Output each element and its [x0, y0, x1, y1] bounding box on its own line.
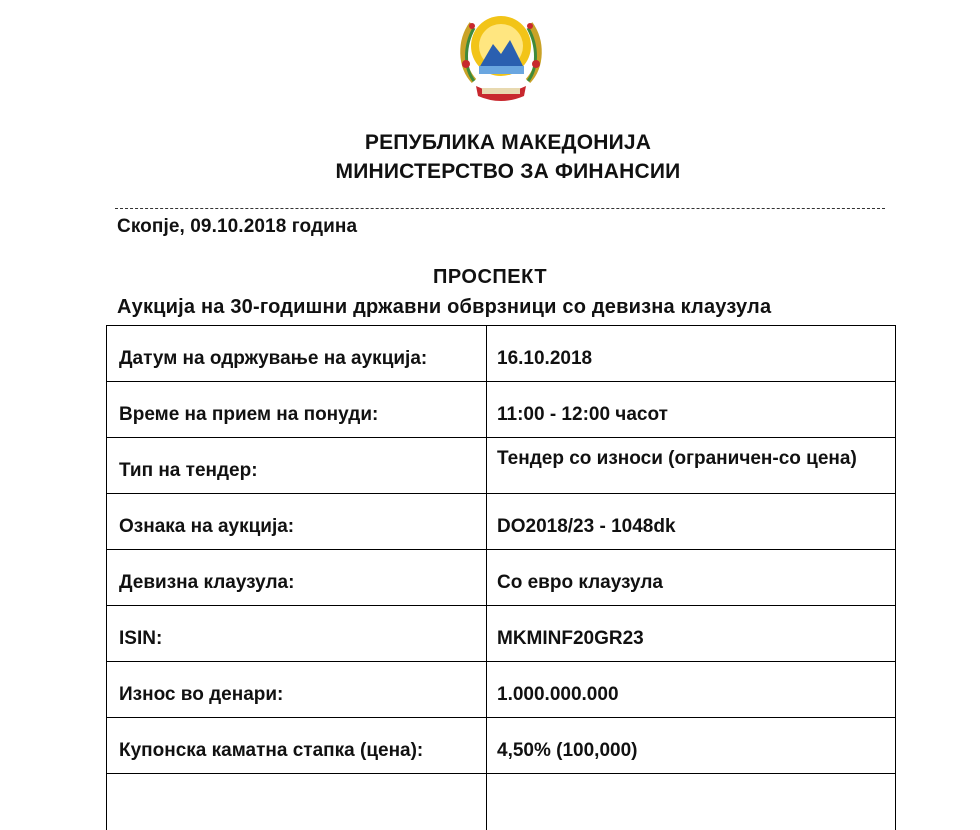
table-row [107, 662, 896, 718]
row-value: 4,50% (100,000) [487, 718, 896, 774]
ministry-title: МИНИСТЕРСТВО ЗА ФИНАНСИИ [335, 160, 681, 183]
table-row [107, 550, 896, 606]
document-subtitle: Аукција на 30-годишни државни обврзници со девизна клаузула [117, 296, 772, 318]
row-label [107, 774, 487, 830]
row-label: Износ во денари: [107, 662, 487, 718]
row-label: Ознака на аукција: [107, 494, 487, 550]
table-row [107, 774, 896, 830]
republic-title: РЕПУБЛИКА МАКЕДОНИЈА [364, 131, 652, 154]
row-label: ISIN: [107, 606, 487, 662]
row-value: DO2018/23 - 1048dk [487, 494, 896, 550]
table-row [107, 606, 896, 662]
row-value: MKMINF20GR23 [487, 606, 896, 662]
dashed-divider [115, 208, 885, 209]
row-label: Купонска каматна стапка (цена): [107, 718, 487, 774]
row-label: Датум на одржување на аукција: [107, 326, 487, 382]
place-date: Скопје, 09.10.2018 година [117, 216, 358, 237]
table-row [107, 438, 896, 494]
row-value: 1.000.000.000 [487, 662, 896, 718]
row-value [487, 774, 896, 830]
table-row [107, 718, 896, 774]
row-value: 11:00 - 12:00 часот [487, 382, 896, 438]
document-title: ПРОСПЕКТ [432, 266, 548, 288]
table-row [107, 326, 896, 382]
table-row [107, 382, 896, 438]
coat-of-arms-icon [452, 6, 550, 106]
row-value: 16.10.2018 [487, 326, 896, 382]
row-value: Со евро клаузула [487, 550, 896, 606]
row-label: Време на прием на понуди: [107, 382, 487, 438]
row-label: Тип на тендер: [107, 438, 487, 494]
prospectus-table [106, 325, 896, 830]
row-value: Тендер со износи (ограничен-со цена) [487, 438, 896, 494]
table-row [107, 494, 896, 550]
row-label: Девизна клаузула: [107, 550, 487, 606]
